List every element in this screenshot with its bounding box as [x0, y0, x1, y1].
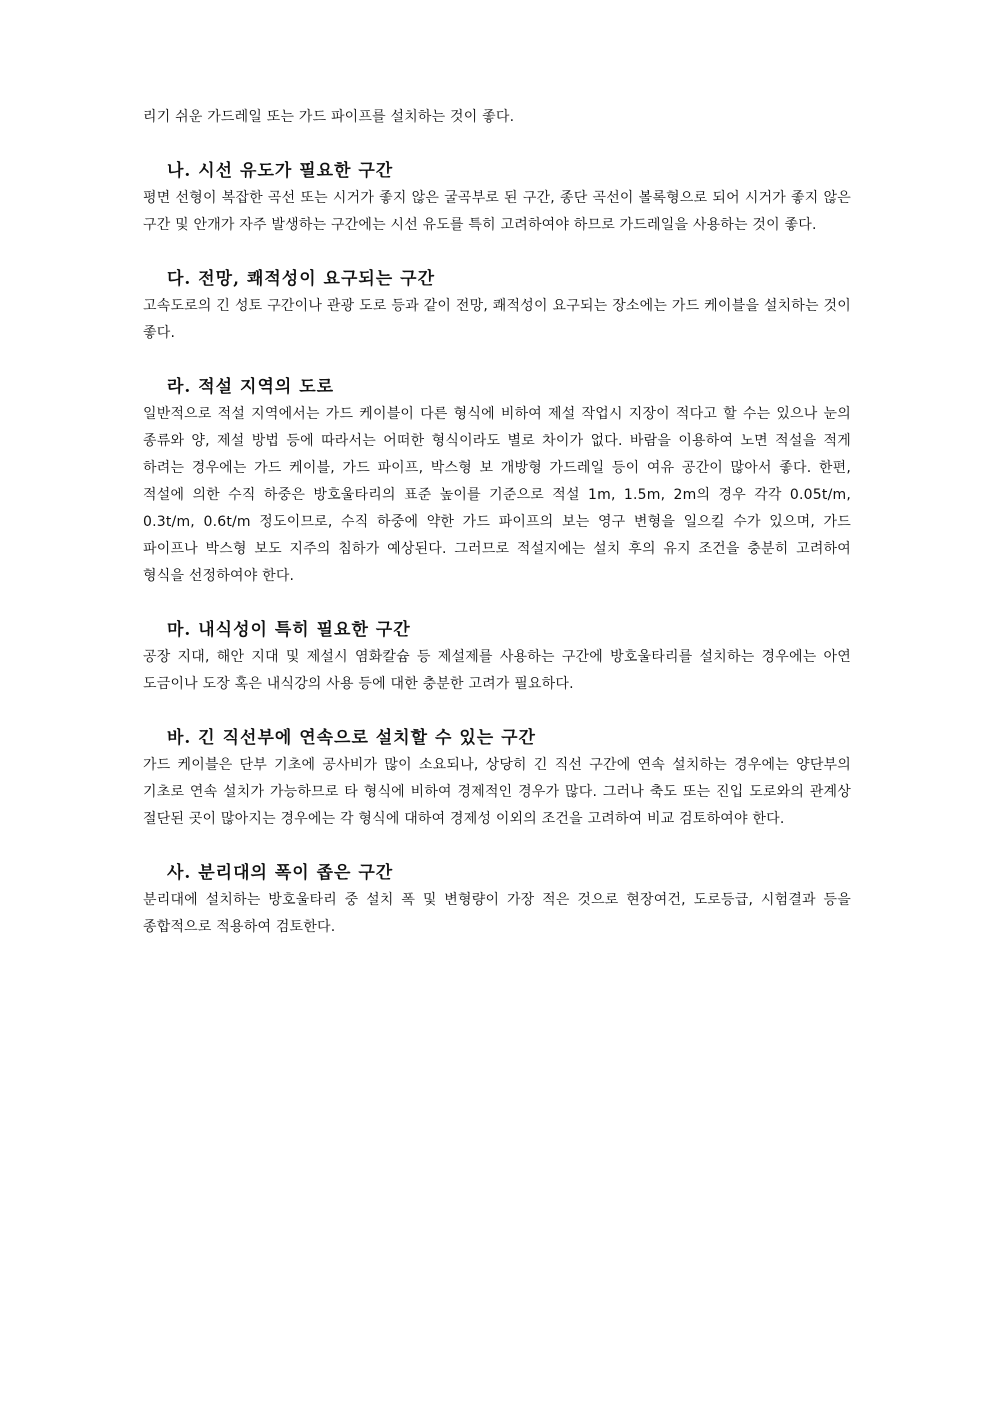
- section-paragraph: 고속도로의 긴 성토 구간이나 관광 도로 등과 같이 전망, 쾌적성이 요구되는 장소에는 가드 케이블을 설치하는 것이 좋다.: [143, 298, 851, 341]
- section-heading: 사. 분리대의 폭이 좁은 구간: [167, 863, 394, 883]
- section-heading: 마. 내식성이 특히 필요한 구간: [167, 620, 411, 640]
- section-paragraph: 가드 케이블은 단부 기초에 공사비가 많이 소요되나, 상당히 긴 직선 구간에 연속 설치하는 경우에는 양단부의 기초로 연속 설치가 가능하므로 타 형식에 비하여 경제적인 경우가 많다. 그러나 축도 또는 진입 도로와의 관계상 절단된 곳이 많아지는 경우에는 각 형식에 대하여 경제성 이외의 조건을 고려하여 비교 검토하여야 한다.: [143, 757, 851, 827]
- section-paragraph: 일반적으로 적설 지역에서는 가드 케이블이 다른 형식에 비하여 제설 작업시 지장이 적다고 할 수는 있으나 눈의 종류와 양, 제설 방법 등에 따라서는 어떠한 형식이라도 별로 차이가 없다. 바람을 이용하여 노면 적설을 적게 하려는 경우에는 가드 케이블, 가드 파이프, 박스형 보 개방형 가드레일 등이 여유 공간이 많아서 좋다. 한편, 적설에 의한 수직 하중은 방호울타리의 표준 높이를 기준으로 적설 1m, 1.5m, 2m의 경우 각각 0.05t/m, 0.3t/m, 0.6t/m 정도이므로, 수직 하중에 약한 가드 파이프의 보는 영구 변형을 일으킬 수가 있으며, 가드 파이프나 박스형 보도 지주의 침하가 예상된다. 그러므로 적설지에는 설치 후의 유지 조건을 충분히 고려하여 형식을 선정하여야 한다.: [143, 406, 851, 584]
- intro-paragraph: 리기 쉬운 가드레일 또는 가드 파이프를 설치하는 것이 좋다.: [143, 109, 515, 125]
- section-heading: 라. 적설 지역의 도로: [167, 377, 335, 397]
- section-ra: [143, 374, 851, 590]
- page-content: [143, 104, 851, 941]
- section-heading: 나. 시선 유도가 필요한 구간: [167, 161, 394, 181]
- section-ma: [143, 617, 851, 698]
- section-heading: 바. 긴 직선부에 연속으로 설치할 수 있는 구간: [167, 728, 536, 748]
- section-heading: 다. 전망, 쾌적성이 요구되는 구간: [167, 269, 435, 289]
- section-paragraph: 평면 선형이 복잡한 곡선 또는 시거가 좋지 않은 굴곡부로 된 구간, 종단 곡선이 볼록형으로 되어 시거가 좋지 않은 구간 및 안개가 자주 발생하는 구간에는 시선 유도를 특히 고려하여야 하므로 가드레일을 사용하는 것이 좋다.: [143, 190, 851, 233]
- section-na: [143, 158, 851, 239]
- section-da: [143, 266, 851, 347]
- section-ba: [143, 725, 851, 833]
- section-paragraph: 공장 지대, 해안 지대 및 제설시 염화칼슘 등 제설제를 사용하는 구간에 방호울타리를 설치하는 경우에는 아연 도금이나 도장 혹은 내식강의 사용 등에 대한 충분한 고려가 필요하다.: [143, 649, 851, 692]
- section-paragraph: 분리대에 설치하는 방호울타리 중 설치 폭 및 변형량이 가장 적은 것으로 현장여건, 도로등급, 시험결과 등을 종합적으로 적용하여 검토한다.: [143, 892, 851, 935]
- section-sa: [143, 860, 851, 941]
